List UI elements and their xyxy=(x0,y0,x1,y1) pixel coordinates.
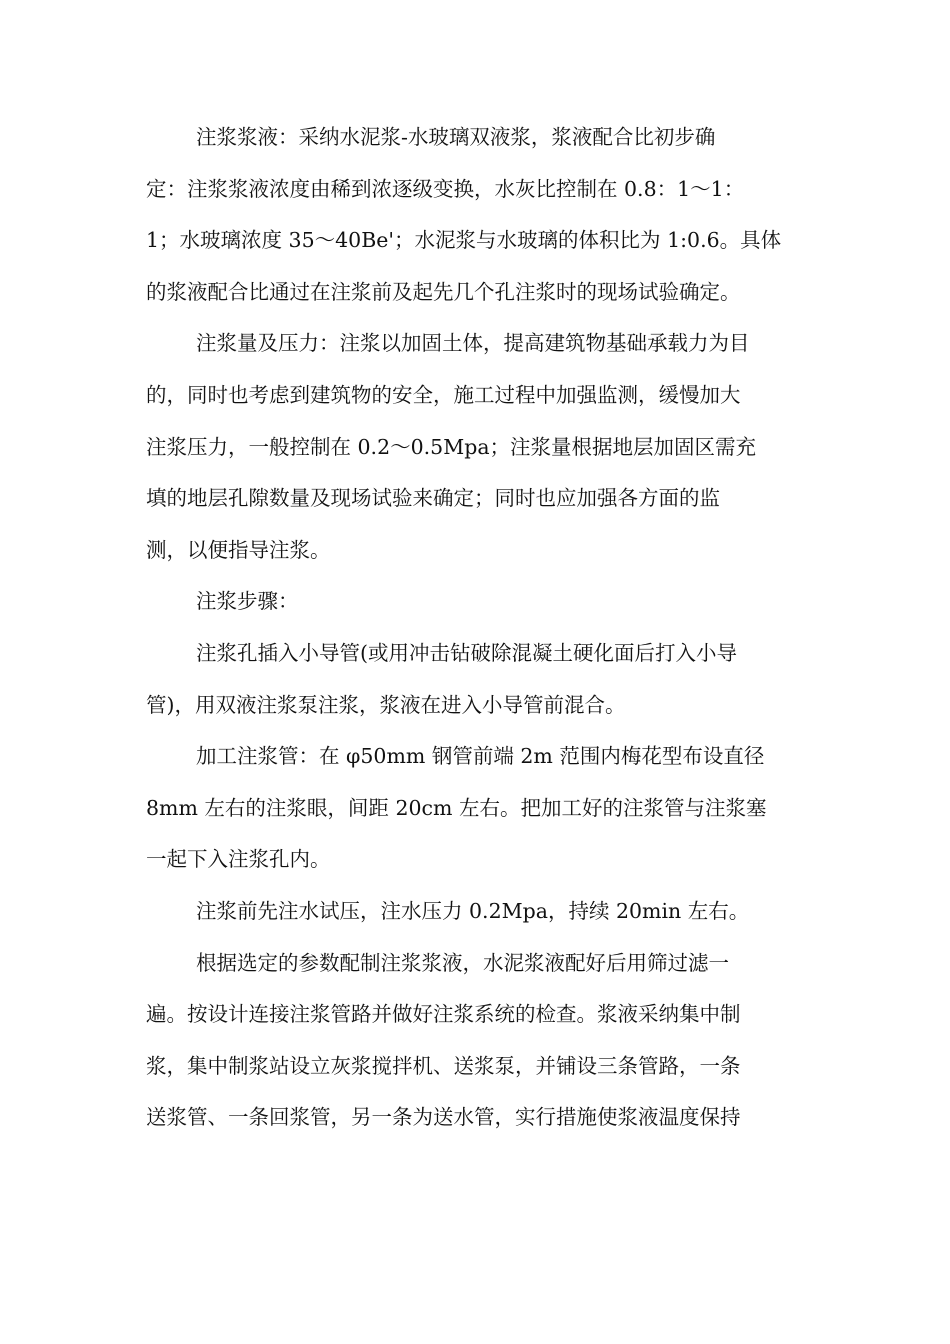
text-line: 一起下入注浆孔内。 xyxy=(146,847,331,872)
text-line: 注浆压力，一般控制在 0.2～0.5Mpa；注浆量根据地层加固区需充 xyxy=(146,434,757,459)
text-line: 注浆量及压力：注浆以加固土体，提高建筑物基础承载力为目 xyxy=(196,331,750,356)
text-line: 测，以便指导注浆。 xyxy=(146,537,331,562)
text-line: 注浆孔插入小导管(或用冲击钻破除混凝土硬化面后打入小导 xyxy=(196,640,737,665)
text-line: 注浆前先注水试压，注水压力 0.2Mpa，持续 20min 左右。 xyxy=(196,898,750,923)
text-line: 定：注浆浆液浓度由稀到浓逐级变换，水灰比控制在 0.8：1～1： xyxy=(146,176,745,201)
text-line: 8mm 左右的注浆眼，间距 20cm 左右。把加工好的注浆管与注浆塞 xyxy=(146,795,767,820)
text-line: 填的地层孔隙数量及现场试验来确定；同时也应加强各方面的监 xyxy=(146,486,720,511)
text-line: 遍。按设计连接注浆管路并做好注浆系统的检查。浆液采纳集中制 xyxy=(146,1002,741,1027)
text-line: 注浆浆液：采纳水泥浆-水玻璃双液浆，浆液配合比初步确 xyxy=(196,125,716,149)
text-line: 管)，用双液注浆泵注浆，浆液在进入小导管前混合。 xyxy=(146,692,626,717)
text-line: 加工注浆管：在 φ50mm 钢管前端 2m 范围内梅花型布设直径 xyxy=(196,744,765,769)
text-line: 根据选定的参数配制注浆浆液，水泥浆液配好后用筛过滤一 xyxy=(196,950,729,975)
document-body xyxy=(146,112,806,1144)
text-line: 的浆液配合比通过在注浆前及起先几个孔注浆时的现场试验确定。 xyxy=(146,279,741,304)
text-line: 的，同时也考虑到建筑物的安全，施工过程中加强监测，缓慢加大 xyxy=(146,382,741,407)
text-line: 送浆管、一条回浆管，另一条为送水管，实行措施使浆液温度保持 xyxy=(146,1105,741,1130)
text-line: 1；水玻璃浓度 35～40Be'；水泥浆与水玻璃的体积比为 1:0.6。具体 xyxy=(146,228,782,253)
text-line: 注浆步骤： xyxy=(196,589,299,614)
text-line: 浆，集中制浆站设立灰浆搅拌机、送浆泵，并铺设三条管路，一条 xyxy=(146,1053,741,1078)
